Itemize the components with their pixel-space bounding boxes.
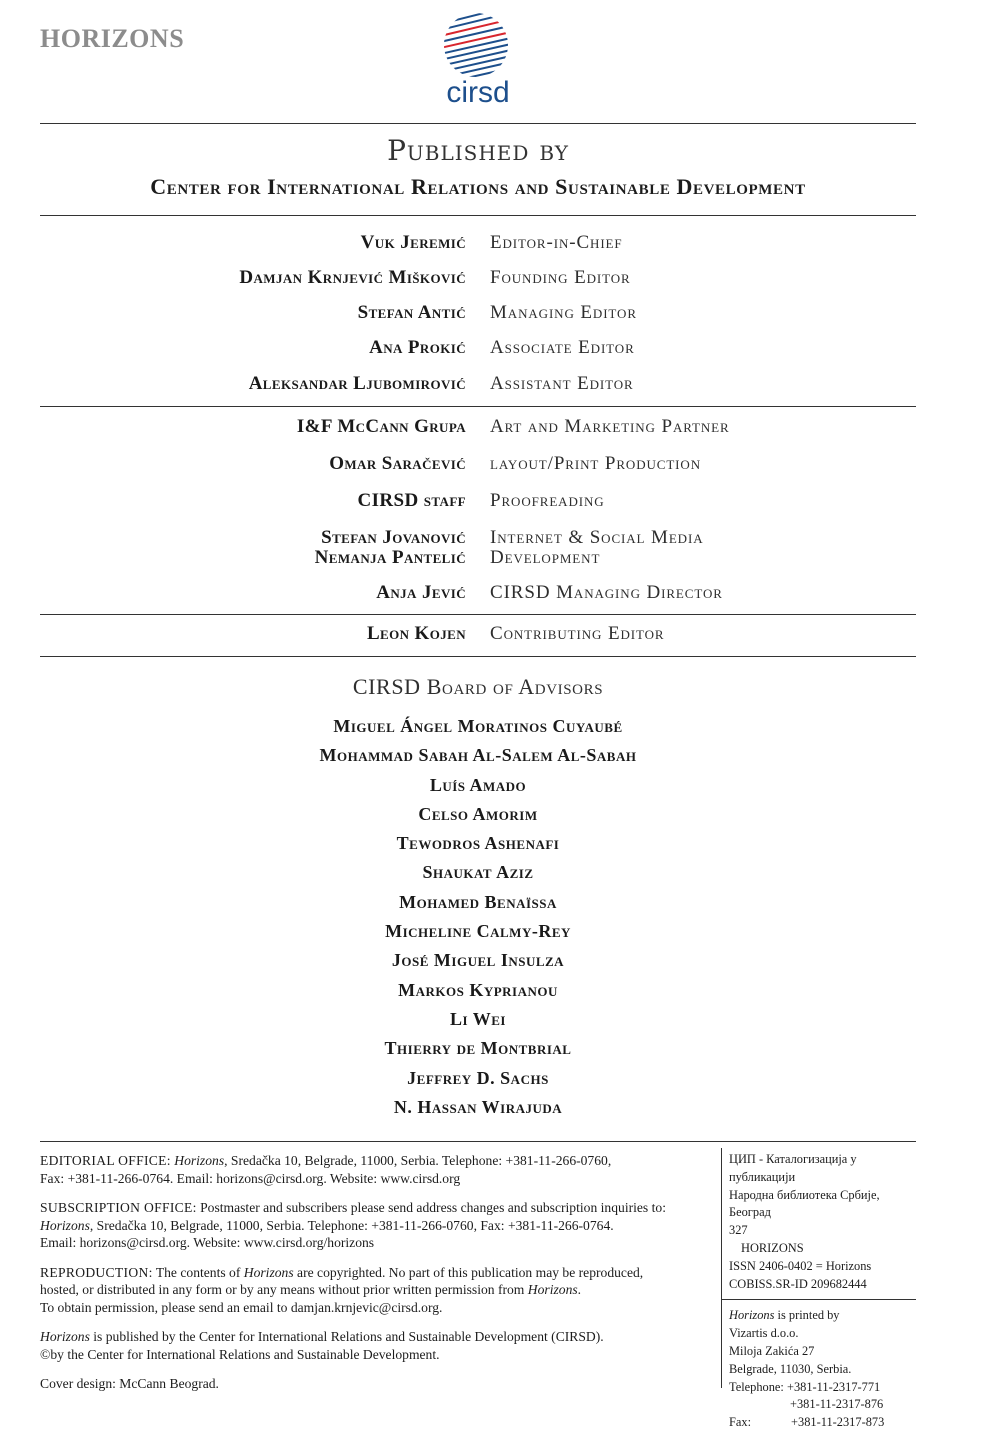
catalog-line: 327	[729, 1223, 748, 1238]
divider	[721, 1299, 916, 1300]
advisor-name: Luís Amado	[429, 774, 527, 795]
person-role: layout/Print Production	[490, 453, 701, 474]
printer-name: Vizartis d.o.o.	[729, 1326, 799, 1341]
advisor-name: Markos Kyprianou	[398, 979, 558, 1000]
person-role: Internet & Social Media	[490, 527, 704, 548]
advisor-name: Miguel Ángel Moratinos Cuyaubé	[333, 716, 623, 736]
reproduction-notice: REPRODUCTION: The contents of Horizons are copyrighted. No part of this publication may be reproduced, hosted, or distributed in any form or by any means without prior written permission from Horizons. To obtain permission, please send an email to damjan.krnjevic@cirsd.org.	[40, 1264, 644, 1315]
catalog-line: COBISS.SR-ID 209682444	[729, 1276, 867, 1291]
cirsd-logo	[440, 8, 520, 108]
person-name: Leon Kojen	[366, 623, 466, 644]
advisor-name: Micheline Calmy-Rey	[385, 921, 571, 942]
divider	[40, 656, 916, 657]
person-role: Contributing Editor	[490, 623, 665, 644]
advisor-name: Mohamed Benaïssa	[399, 891, 557, 912]
catalog-info	[729, 1151, 921, 1432]
person-name: Anja Jević	[376, 582, 466, 603]
printer-fax: Fax: +381-11-2317-873	[729, 1415, 885, 1430]
advisor-name: N. Hassan Wirajuda	[393, 1096, 563, 1117]
person-role: Managing Editor	[490, 302, 637, 323]
advisor-name: Celso Amorim	[418, 803, 538, 824]
advisor-name: José Miguel Insulza	[391, 950, 565, 971]
person-role: Founding Editor	[490, 267, 631, 288]
subscription-office: SUBSCRIPTION OFFICE: Postmaster and subscribers please send address changes and subscription inquiries to: Horizons, Sredačka 10, Belgrade, 11000, Serbia. Telephone: +381-11-266-0760, Fax: +381-11-266-0764. Email: horizons@cirsd.org. Website: www.cirsd.org/horizons	[40, 1200, 666, 1250]
board-title: CIRSD Board of Advisors	[352, 674, 604, 699]
horizons-logo	[40, 24, 184, 54]
person-name: Nemanja Pantelić	[314, 547, 466, 568]
person-name: Ana Prokić	[369, 337, 466, 358]
person-name: Omar Saračević	[329, 453, 466, 474]
printer-tel2: +381-11-2317-876	[790, 1397, 884, 1412]
advisor-list	[40, 712, 916, 1122]
advisor-name: Jeffrey D. Sachs	[407, 1067, 549, 1088]
cover-credit: Cover design: McCann Beograd.	[40, 1376, 219, 1391]
catalog-line: ЦИП - Каталогизација у публикацији	[729, 1152, 857, 1184]
editorial-office: EDITORIAL OFFICE: Horizons, Sredačka 10, Belgrade, 11000, Serbia. Telephone: +381-11-266-0760, Fax: +381-11-266-0764. Email: horizons@cirsd.org. Website: www.cirsd.org	[40, 1153, 612, 1186]
globe-icon	[440, 8, 520, 80]
catalog-line: Народна библиотека Србије, Београд	[729, 1187, 880, 1220]
person-name: Stefan Jovanović	[321, 527, 466, 548]
person-role: Proofreading	[490, 490, 605, 511]
person-name: CIRSD staff	[357, 490, 466, 511]
logo-wordmark: cirsd	[446, 76, 510, 109]
person-role: Art and Marketing Partner	[490, 416, 730, 437]
person-role: Associate Editor	[490, 337, 635, 358]
advisor-name: Tewodros Ashenafi	[396, 833, 560, 854]
divider	[40, 406, 916, 407]
person-name: Damjan Krnjević Mišković	[239, 267, 466, 288]
publisher-notice: Horizons is published by the Center for International Relations and Sustainable Development (CIRSD). ©by the Center for International Relations and Sustainable Development.	[40, 1329, 604, 1362]
person-name: I&F McCann Grupa	[296, 416, 466, 437]
publisher-org: Center for International Relations and Sustainable Development	[150, 174, 806, 199]
person-name: Vuk Jeremić	[360, 232, 466, 253]
person-role: Development	[490, 547, 601, 568]
divider	[40, 1141, 916, 1142]
person-name: Aleksandar Ljubomirović	[248, 373, 466, 394]
advisor-name: Mohammad Sabah Al-Salem Al-Sabah	[319, 745, 637, 766]
person-role: Editor-in-Chief	[490, 232, 623, 253]
advisor-name: Shaukat Aziz	[422, 862, 534, 883]
printer-street: Miloja Zakića 27	[729, 1343, 815, 1358]
brand-main: HORIZON	[40, 24, 170, 53]
printer-line: Horizons is printed by	[729, 1308, 840, 1323]
printer-city: Belgrade, 11030, Serbia.	[729, 1361, 852, 1376]
advisor-name: Thierry de Montbrial	[384, 1038, 572, 1059]
divider	[40, 123, 916, 124]
catalog-line: ISSN 2406-0402 = Horizons	[729, 1258, 872, 1273]
brand-end: S	[169, 24, 185, 53]
divider	[40, 215, 916, 216]
divider	[40, 614, 916, 615]
person-name: Stefan Antić	[357, 302, 466, 323]
person-role: Assistant Editor	[490, 373, 634, 394]
footer-divider	[721, 1148, 722, 1388]
printer-tel: Telephone: +381-11-2317-771	[729, 1379, 881, 1394]
footer-info	[40, 1152, 720, 1405]
person-role: CIRSD Managing Director	[490, 582, 723, 603]
published-by-title: Published by	[387, 134, 569, 167]
catalog-line: HORIZONS	[741, 1240, 804, 1255]
advisor-name: Li Wei	[450, 1008, 506, 1029]
